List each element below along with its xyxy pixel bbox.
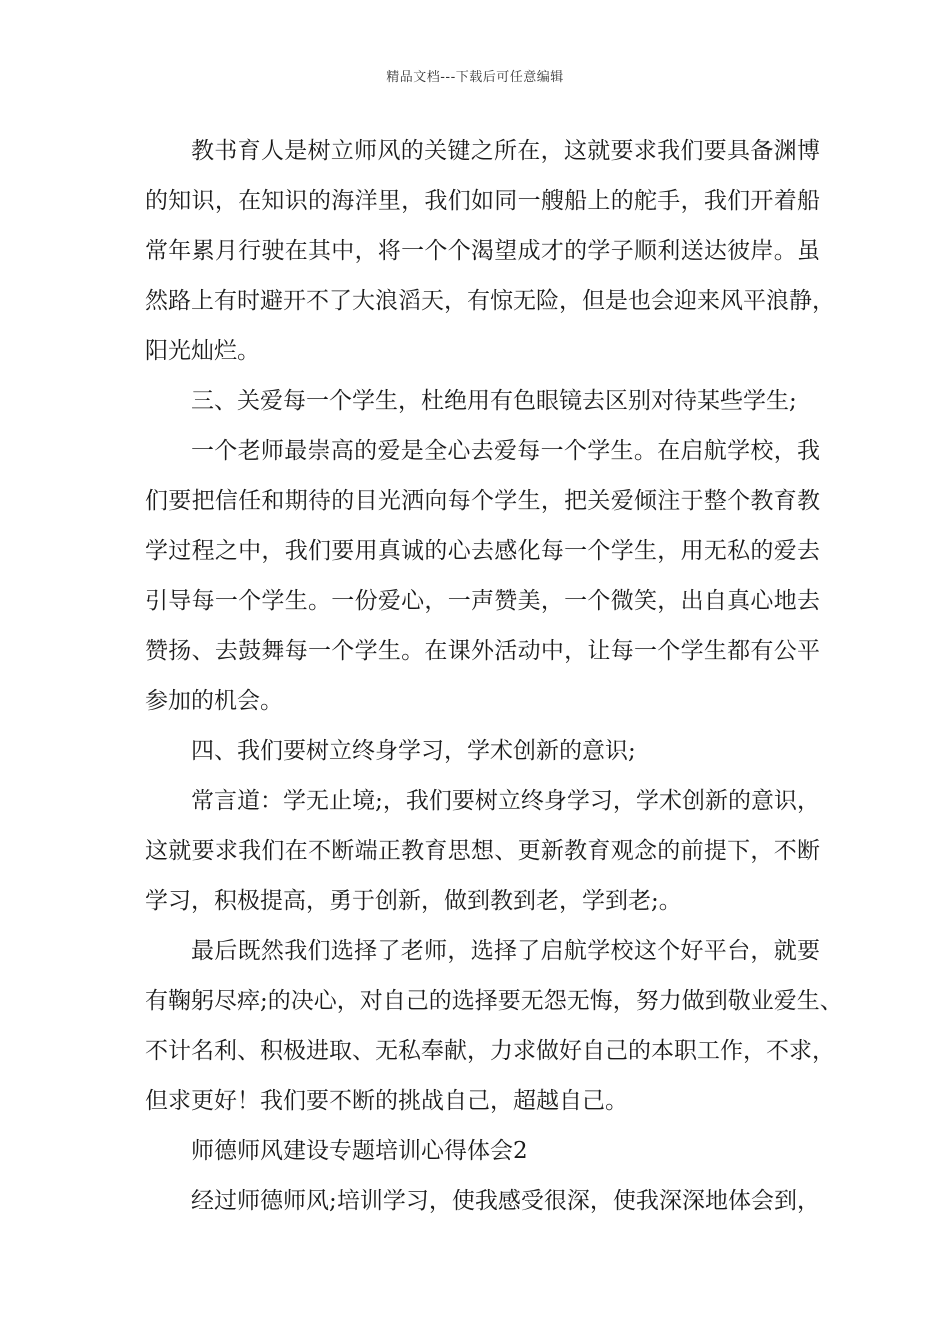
text-line: 但求更好！我们要不断的挑战自己，超越自己。 bbox=[145, 1088, 628, 1114]
text-line: 常言道：学无止境;，我们要树立终身学习，学术创新的意识， bbox=[191, 788, 820, 814]
text-line: 教书育人是树立师风的关键之所在，这就要求我们要具备渊博 bbox=[191, 138, 820, 164]
text-line: 经过师德师风;培训学习，使我感受很深，使我深深地体会到， bbox=[191, 1188, 820, 1214]
text-line: 这就要求我们在不断端正教育思想、更新教育观念的前提下，不断 bbox=[145, 838, 820, 864]
text-line: 师德师风建设专题培训心得体会2 bbox=[191, 1138, 528, 1164]
text-line: 四、我们要树立终身学习，学术创新的意识; bbox=[191, 738, 636, 764]
text-line: 赞扬、去鼓舞每一个学生。在课外活动中，让每一个学生都有公平 bbox=[145, 638, 820, 664]
text-line: 引导每一个学生。一份爱心，一声赞美，一个微笑，出自真心地去 bbox=[145, 588, 820, 614]
text-line: 参加的机会。 bbox=[145, 688, 283, 714]
text-line: 的知识，在知识的海洋里，我们如同一艘船上的舵手，我们开着船 bbox=[145, 188, 820, 214]
text-line: 最后既然我们选择了老师，选择了启航学校这个好平台，就要 bbox=[191, 938, 820, 964]
text-line: 然路上有时避开不了大浪滔天，有惊无险，但是也会迎来风平浪静， bbox=[145, 288, 835, 314]
text-line: 不计名利、积极进取、无私奉献，力求做好自己的本职工作，不求， bbox=[145, 1038, 835, 1064]
page-header: 精品文档---下载后可任意编辑 bbox=[386, 70, 564, 85]
text-line: 学过程之中，我们要用真诚的心去感化每一个学生，用无私的爱去 bbox=[145, 538, 820, 564]
text-line: 有鞠躬尽瘁;的决心，对自己的选择要无怨无悔，努力做到敬业爱生、 bbox=[145, 988, 843, 1014]
text-line: 们要把信任和期待的目光洒向每个学生，把关爱倾注于整个教育教 bbox=[145, 488, 820, 514]
text-line: 学习，积极提高，勇于创新，做到教到老，学到老;。 bbox=[145, 888, 682, 914]
text-line: 阳光灿烂。 bbox=[145, 338, 260, 364]
text-line: 三、关爱每一个学生，杜绝用有色眼镜去区别对待某些学生; bbox=[191, 388, 797, 414]
text-line: 一个老师最崇高的爱是全心去爱每一个学生。在启航学校，我 bbox=[191, 438, 820, 464]
text-line: 常年累月行驶在其中，将一个个渴望成才的学子顺利送达彼岸。虽 bbox=[145, 238, 820, 264]
document-body bbox=[145, 126, 843, 1226]
